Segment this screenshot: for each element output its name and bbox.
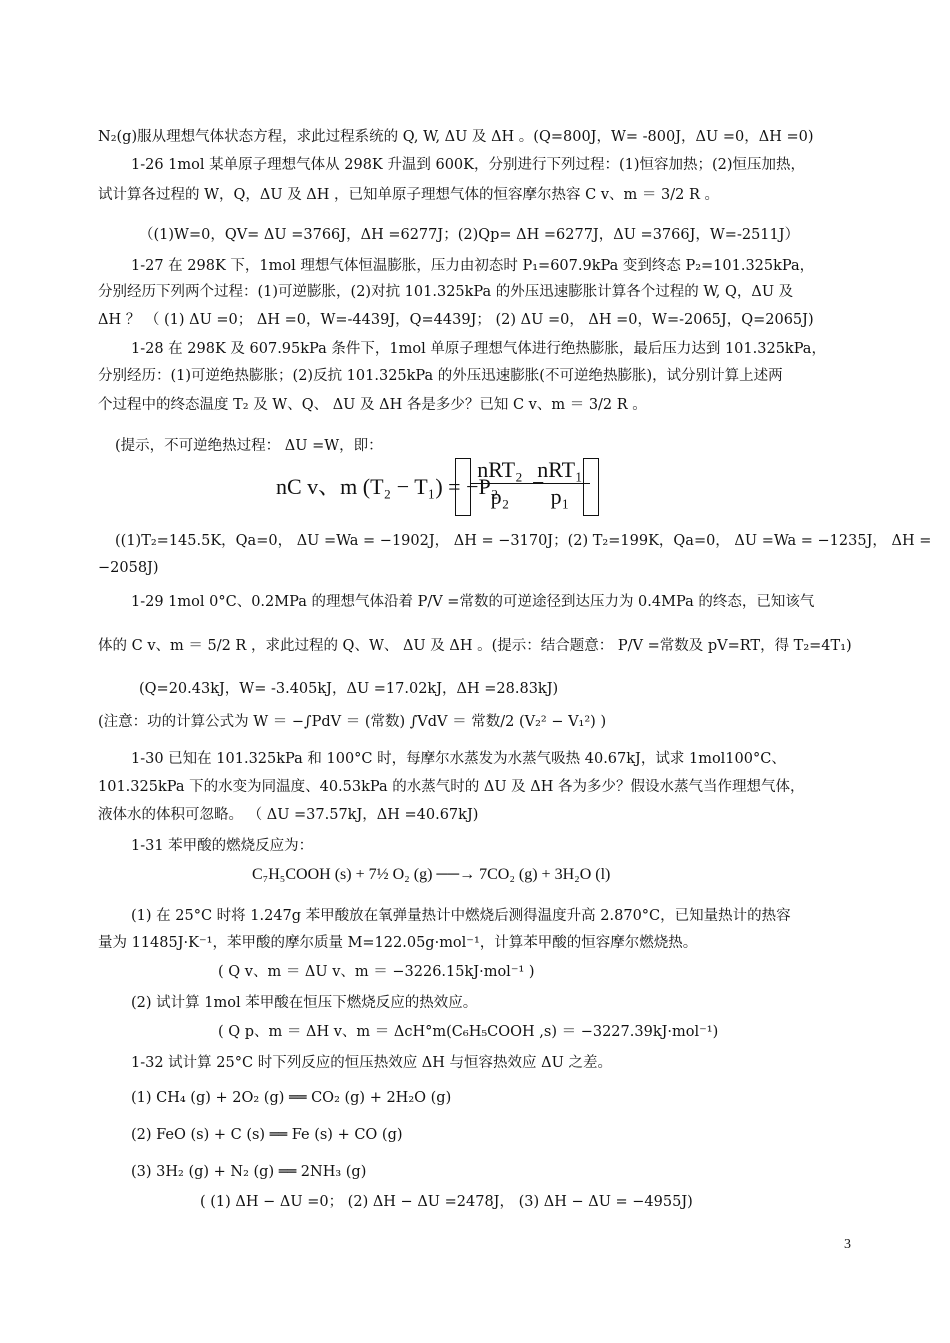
text-line: N₂(g)服从理想气体状态方程，求此过程系统的 Q, W, ΔU 及 ΔH 。(Q=800J，W= -800J，ΔU =0，ΔH =0): [98, 129, 814, 145]
text-line: 分别经历：(1)可逆绝热膨胀；(2)反抗 101.325kPa 的外压迅速膨胀(不可逆绝热膨胀)，试分别计算上述两: [98, 368, 783, 384]
text-line: ΔH ？ （ (1) ΔU =0； ΔH =0，W=-4439J，Q=4439J； (2) ΔU =0， ΔH =0，W=-2065J，Q=2065J): [98, 312, 814, 328]
text-line: 1-30 已知在 101.325kPa 和 100°C 时，每摩尔水蒸发为水蒸气吸热 40.67kJ，试求 1mol100°C、: [131, 751, 786, 767]
text-line: 1-31 苯甲酸的燃烧反应为：: [131, 838, 314, 854]
text-line: (3) 3H₂ (g) + N₂ (g) ══ 2NH₃ (g): [131, 1164, 367, 1180]
page-number: 3: [844, 1237, 851, 1252]
text-line: (2) 试计算 1mol 苯甲酸在恒压下燃烧反应的热效应。: [131, 995, 478, 1011]
text-line: (1) 在 25°C 时将 1.247g 苯甲酸放在氧弹量热计中燃烧后测得温度升高 2.870°C，已知量热计的热容: [131, 908, 791, 924]
bracket-right: [583, 458, 599, 516]
text-line: −2058J): [98, 560, 159, 576]
text-line: 1-32 试计算 25°C 时下列反应的恒压热效应 ΔH 与恒容热效应 ΔU 之差。: [131, 1055, 612, 1071]
text-line: （(1)W=0，QV= ΔU =3766J，ΔH =6277J；(2)Qp= ΔH =6277J，ΔU =3766J，W=-2511J）: [139, 227, 800, 243]
text-line: 体的 C v、m ＝ 5/2 R ，求此过程的 Q、W、 ΔU 及 ΔH 。(提示：结合题意： P/V =常数及 pV=RT，得 T₂=4T₁): [98, 638, 852, 654]
bracket-left: [455, 458, 471, 516]
text-line: (Q=20.43kJ，W= -3.405kJ，ΔU =17.02kJ，ΔH =28.83kJ): [139, 681, 559, 697]
text-line: 1-29 1mol 0°C、0.2MPa 的理想气体沿着 P/V =常数的可逆途径到达压力为 0.4MPa 的终态，已知该气: [131, 594, 815, 610]
formula-minus: −: [532, 470, 545, 495]
text-line: (2) FeO (s) + C (s) ══ Fe (s) + CO (g): [131, 1127, 403, 1143]
text-line: ((1)T₂=145.5K，Qa=0， ΔU =Wa = −1902J， ΔH = −3170J；(2) T₂=199K，Qa=0， ΔU =Wa = −1235J， ΔH =: [115, 533, 932, 549]
text-line: 量为 11485J·K⁻¹，苯甲酸的摩尔质量 M=122.05g·mol⁻¹，计算苯甲酸的恒容摩尔燃烧热。: [98, 935, 698, 951]
text-line: (注意：功的计算公式为 W ＝ −∫PdV ＝ (常数) ∫VdV ＝ 常数/2 (V₂² − V₁²) ): [98, 714, 607, 730]
text-line: (提示，不可逆绝热过程： ΔU =W，即：: [115, 438, 383, 454]
text-line: 1-28 在 298K 及 607.95kPa 条件下，1mol 单原子理想气体进行绝热膨胀，最后压力达到 101.325kPa，: [131, 341, 826, 357]
fraction-nrt1-p1: nRT₁ p₁: [530, 457, 590, 510]
text-line: 1-27 在 298K 下，1mol 理想气体恒温膨胀，压力由初态时 P₁=607.9kPa 变到终态 P₂=101.325kPa，: [131, 258, 815, 274]
text-line: 个过程中的终态温度 T₂ 及 W、Q、 ΔU 及 ΔH 各是多少？已知 C v、m ＝ 3/2 R 。: [98, 397, 647, 413]
text-line: ( (1) ΔH − ΔU =0； (2) ΔH − ΔU =2478J， (3) ΔH − ΔU = −4955J): [200, 1194, 693, 1210]
text-line: 分别经历下列两个过程：(1)可逆膨胀，(2)对抗 101.325kPa 的外压迅速膨胀计算各个过程的 W, Q，ΔU 及: [98, 284, 794, 300]
text-line: 101.325kPa 下的水变为同温度、40.53kPa 的水蒸气时的 ΔU 及 ΔH 各为多少？假设水蒸气当作理想气体，: [98, 779, 805, 795]
formula-adiabatic-lhs: nC v、m (T₂ − T₁) = −P₂: [276, 474, 499, 499]
fraction-nrt2-p2: nRT₂ p₂: [470, 457, 530, 510]
text-line: ( Q p、m ＝ ΔH v、m ＝ ΔcH°m(C₆H₅COOH ,s) ＝ −3227.39kJ·mol⁻¹): [218, 1024, 719, 1040]
formula-benzoic-combustion: C₇H₅COOH (s) + 7½ O₂ (g) ──→ 7CO₂ (g) + 3H₂O (l): [252, 866, 611, 883]
text-line: (1) CH₄ (g) + 2O₂ (g) ══ CO₂ (g) + 2H₂O (g): [131, 1090, 452, 1106]
text-line: 液体水的体积可忽略。 （ ΔU =37.57kJ，ΔH =40.67kJ): [98, 807, 479, 823]
text-line: 试计算各过程的 W，Q，ΔU 及 ΔH ，已知单原子理想气体的恒容摩尔热容 C v、m ＝ 3/2 R 。: [98, 187, 719, 203]
text-line: ( Q v、m ＝ ΔU v、m ＝ −3226.15kJ·mol⁻¹ ): [218, 964, 535, 980]
text-line: 1-26 1mol 某单原子理想气体从 298K 升温到 600K，分别进行下列过程：(1)恒容加热；(2)恒压加热，: [131, 157, 806, 173]
